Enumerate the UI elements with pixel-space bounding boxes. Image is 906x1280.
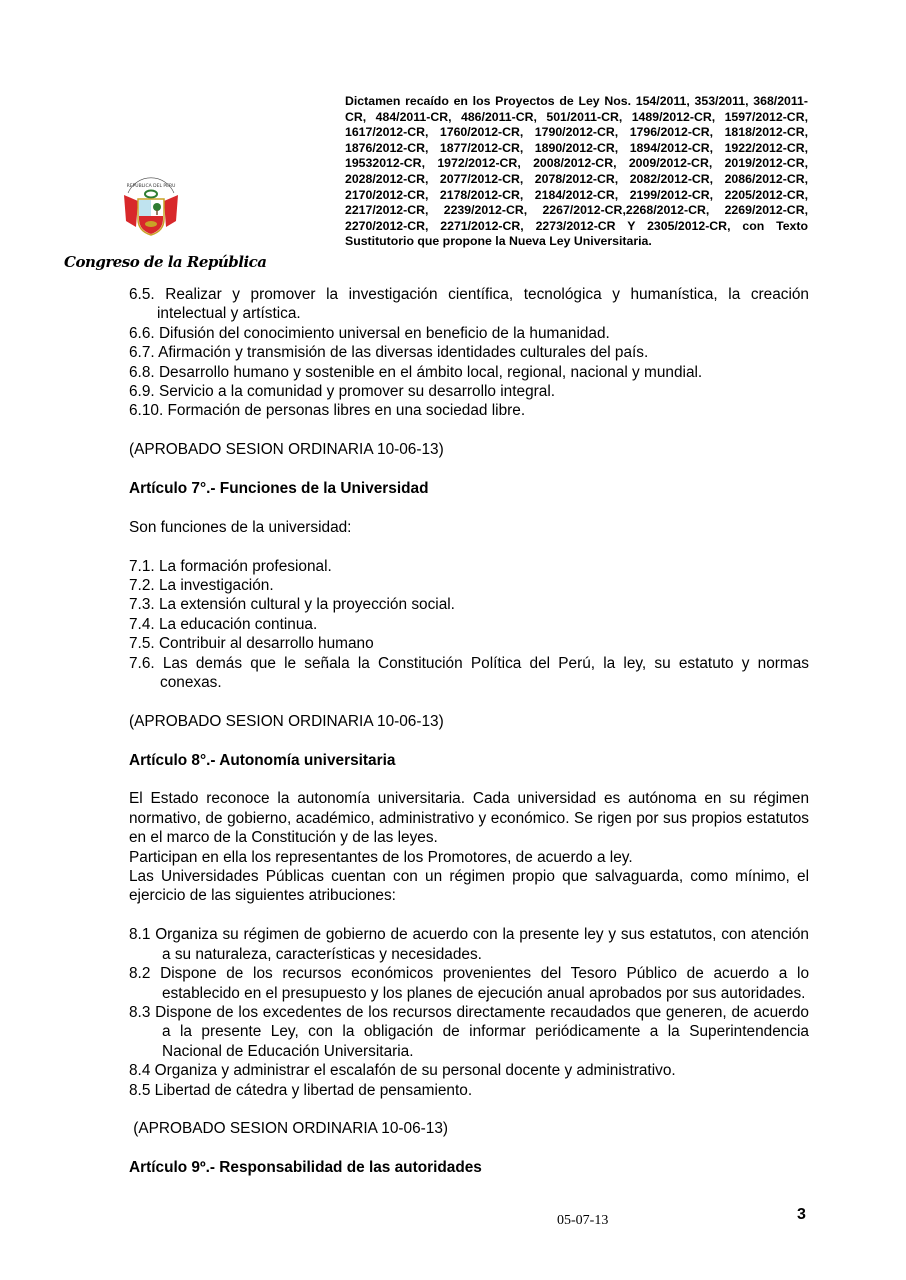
list-item: 7.1. La formación profesional. bbox=[129, 557, 332, 575]
list-item: 7.3. La extensión cultural y la proyección social. bbox=[129, 596, 455, 614]
crest-label: REPUBLICA DEL PERU bbox=[126, 184, 176, 189]
dictamen-header: Dictamen recaído en los Proyectos de Ley Nos. 154/2011, 353/2011, 368/2011-CR, 484/2011-CR, 486/2011-CR, 501/2011-CR, 1489/2012-CR, 1597/2012-CR, 1617/2012-CR, 1760/2012-CR, 1790/2012-CR, 1796/2012-CR, 1818/2012-CR, 1876/2012-CR, 1877/2012-CR, 1890/2012-CR, 1894/2012-CR, 1922/2012-CR, 19532012-CR, 1972/2012-CR, 2008/2012-CR, 2009/2012-CR, 2019/2012-CR, 2028/2012-CR, 2077/2012-CR, 2078/2012-CR, 2082/2012-CR, 2086/2012-CR, 2170/2012-CR, 2178/2012-CR, 2184/2012-CR, 2199/2012-CR, 2205/2012-CR, 2217/2012-CR, 2239/2012-CR, 2267/2012-CR,2268/2012-CR, 2269/2012-CR, 2270/2012-CR, 2271/2012-CR, 2273/2012-CR Y 2305/2012-CR, con Texto Sustitutorio que propone la Nueva Ley Universitaria. bbox=[345, 94, 808, 249]
list-item: 6.9. Servicio a la comunidad y promover su desarrollo integral. bbox=[129, 383, 556, 401]
list-item: 6.7. Afirmación y transmisión de las diversas identidades culturales del país. bbox=[129, 344, 649, 362]
list-item: 7.4. La educación continua. bbox=[129, 615, 318, 633]
list-item: 7.2. La investigación. bbox=[129, 577, 274, 595]
institution-name: Congreso de la República bbox=[64, 253, 267, 271]
list-item: 8.1 Organiza su régimen de gobierno de acuerdo con la presente ley y sus estatutos, con atención a su naturaleza, características y necesidades. bbox=[129, 926, 809, 963]
article-9-heading: Artículo 9º.- Responsabilidad de las autoridades bbox=[129, 1159, 482, 1177]
list-item: 8.5 Libertad de cátedra y libertad de pensamiento. bbox=[129, 1081, 473, 1099]
approval-note: (APROBADO SESION ORDINARIA 10-06-13) bbox=[129, 1120, 449, 1138]
list-item: 6.6. Difusión del conocimiento universal en beneficio de la humanidad. bbox=[129, 324, 610, 342]
list-item: 7.6. Las demás que le señala la Constitución Política del Perú, la ley, su estatuto y normas conexas. bbox=[129, 654, 809, 692]
article-8-paragraph: Las Universidades Públicas cuentan con un régimen propio que salvaguarda, como mínimo, el ejercicio de las siguientes atribuciones: bbox=[129, 868, 809, 905]
approval-note: (APROBADO SESION ORDINARIA 10-06-13) bbox=[129, 712, 444, 730]
list-item: 8.4 Organiza y administrar el escalafón de su personal docente y administrativo. bbox=[129, 1062, 676, 1080]
article-7-intro: Son funciones de la universidad: bbox=[129, 518, 352, 536]
page-number: 3 bbox=[797, 1206, 806, 1223]
article-8-heading: Artículo 8°.- Autonomía universitaria bbox=[129, 751, 396, 769]
list-item: 8.3 Dispone de los excedentes de los recursos directamente recaudados que generen, de acuerdo a la presente Ley, con la obligación de informar periódicamente a la Superintendencia Nacional de Educación Universitaria. bbox=[129, 1003, 809, 1060]
list-item: 6.5. Realizar y promover la investigación científica, tecnológica y humanística, la creación intelectual y artística. bbox=[129, 286, 809, 323]
footer-date: 05-07-13 bbox=[557, 1213, 609, 1228]
document-body bbox=[129, 285, 809, 1178]
article-8-paragraph: Participan en ella los representantes de los Promotores, de acuerdo a ley. bbox=[129, 848, 633, 866]
list-item: 7.5. Contribuir al desarrollo humano bbox=[129, 635, 374, 653]
list-item: 6.10. Formación de personas libres en una sociedad libre. bbox=[129, 402, 526, 420]
peru-coat-of-arms-icon bbox=[118, 177, 184, 243]
list-item: 8.2 Dispone de los recursos económicos provenientes del Tesoro Público de acuerdo a lo establecido en el presupuesto y los planes de ejecución anual aprobados por sus autoridades. bbox=[129, 965, 809, 1002]
article-8-paragraph: El Estado reconoce la autonomía universitaria. Cada universidad es autónoma en su régimen normativo, de gobierno, académico, administrativo y económico. Se rigen por sus propios estatutos en el marco de la Constitución y de las leyes. bbox=[129, 790, 809, 847]
approval-note: (APROBADO SESION ORDINARIA 10-06-13) bbox=[129, 441, 444, 459]
article-7-heading: Artículo 7°.- Funciones de la Universidad bbox=[129, 480, 429, 498]
list-item: 6.8. Desarrollo humano y sostenible en el ámbito local, regional, nacional y mundial. bbox=[129, 363, 703, 381]
